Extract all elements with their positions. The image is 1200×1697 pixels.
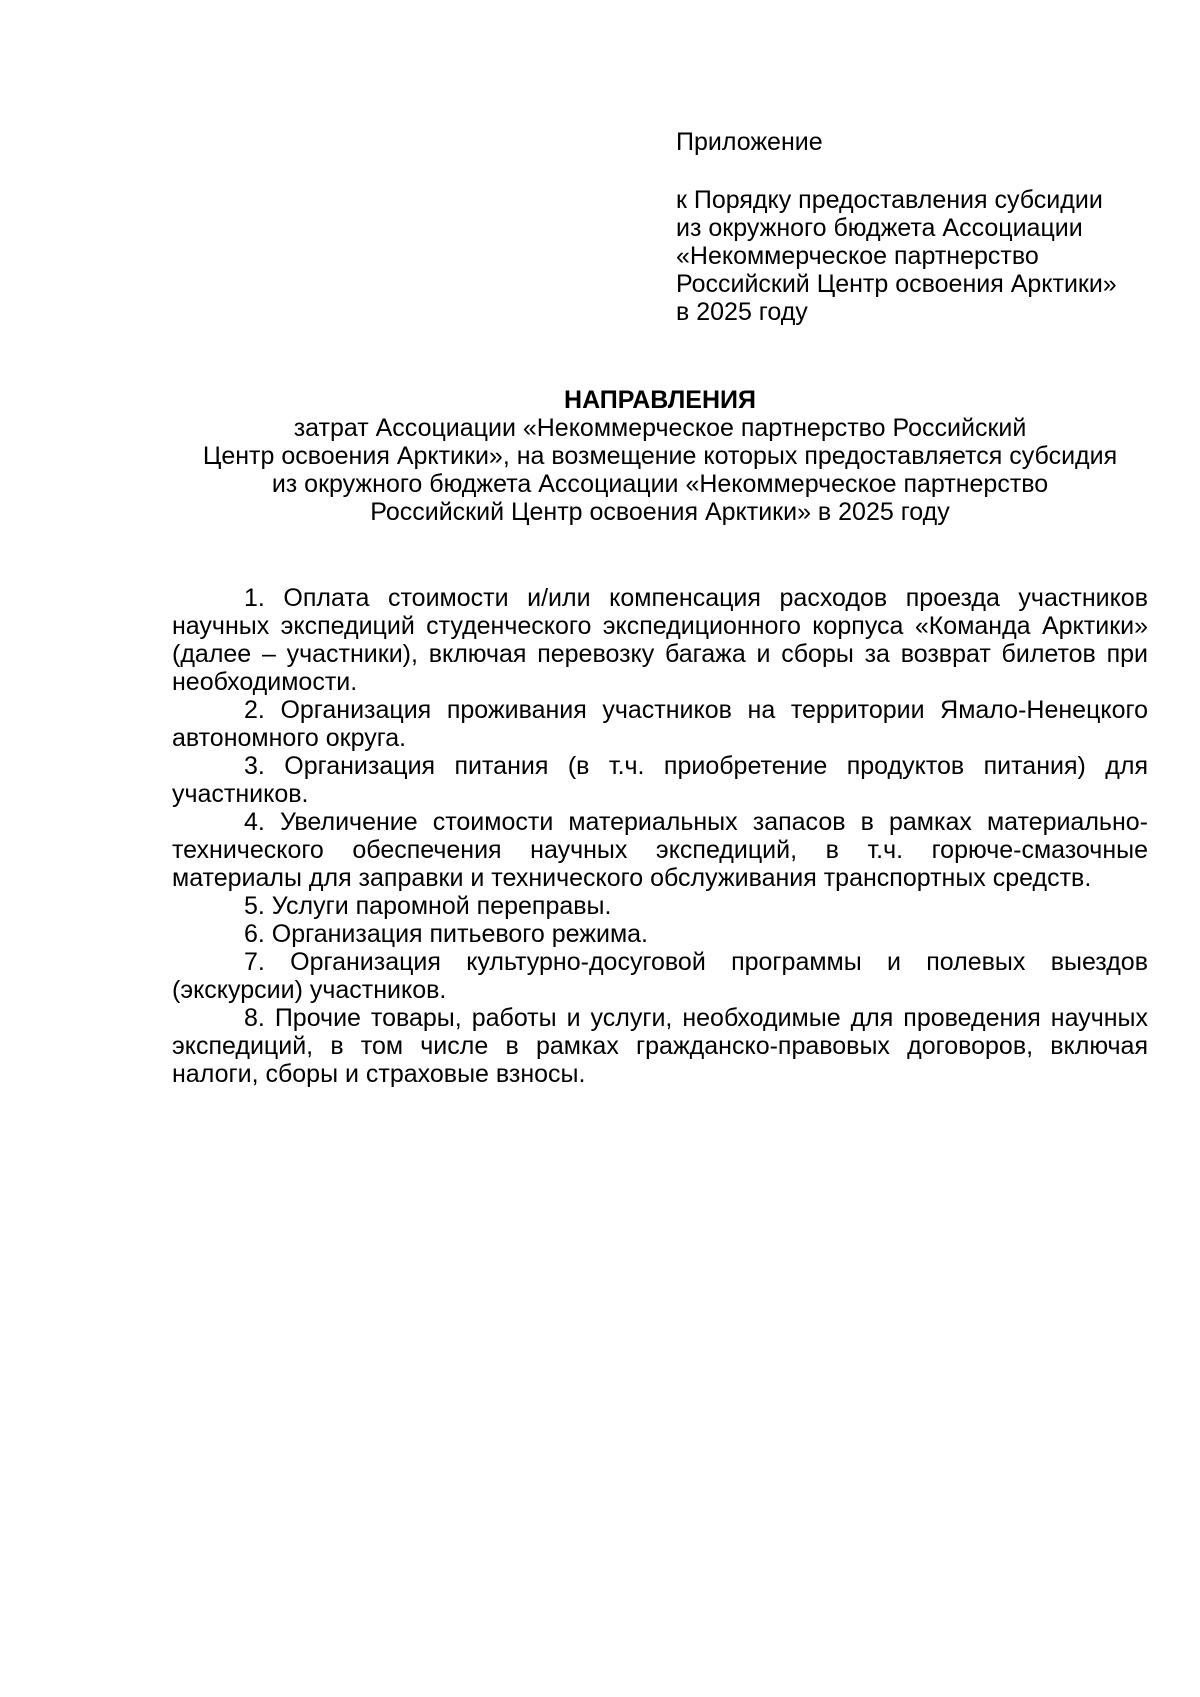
document-subtitle-line: из окружного бюджета Ассоциации «Некоммерческое партнерство <box>271 470 1049 498</box>
document-subtitle-line: Центр освоения Арктики», на возмещение которых предоставляется субсидия <box>202 442 1118 470</box>
document-subtitle-line: Российский Центр освоения Арктики» в 2025 году <box>370 498 950 526</box>
list-item: 7. Организация культурно-досуговой программы и полевых выездов (экскурсии) участников. <box>172 948 1148 1004</box>
appendix-line: к Порядку предоставления субсидии <box>676 186 1103 214</box>
list-item: 4. Увеличение стоимости материальных запасов в рамках материально-технического обеспечения научных экспедиций, в т.ч. горюче-смазочные материалы для заправки и технического обслуживания транспортных средств. <box>172 808 1148 892</box>
list-item: 8. Прочие товары, работы и услуги, необходимые для проведения научных экспедиций, в том числе в рамках гражданско-правовых договоров, включая налоги, сборы и страховые взносы. <box>172 1004 1148 1088</box>
document-title: НАПРАВЛЕНИЯ <box>564 386 756 414</box>
list-item: 3. Организация питания (в т.ч. приобретение продуктов питания) для участников. <box>172 752 1148 808</box>
appendix-line: Российский Центр освоения Арктики» <box>676 270 1117 298</box>
appendix-line: из окружного бюджета Ассоциации <box>676 214 1083 242</box>
appendix-line: «Некоммерческое партнерство <box>676 242 1039 270</box>
document-subtitle-line: затрат Ассоциации «Некоммерческое партнерство Российский <box>293 414 1027 442</box>
expense-list <box>172 584 1148 1088</box>
appendix-block <box>676 128 1156 326</box>
document-heading <box>172 386 1148 526</box>
list-item: 2. Организация проживания участников на территории Ямало-Ненецкого автономного округа. <box>172 696 1148 752</box>
list-item: 5. Услуги паромной переправы. <box>244 892 612 920</box>
list-item: 1. Оплата стоимости и/или компенсация расходов проезда участников научных экспедиций студенческого экспедиционного корпуса «Команда Арктики» (далее – участники), включая перевозку багажа и сборы за возврат билетов при необходимости. <box>172 584 1148 696</box>
list-item: 6. Организация питьевого режима. <box>244 920 648 948</box>
appendix-label: Приложение <box>676 128 823 156</box>
appendix-line: в 2025 году <box>676 298 808 326</box>
